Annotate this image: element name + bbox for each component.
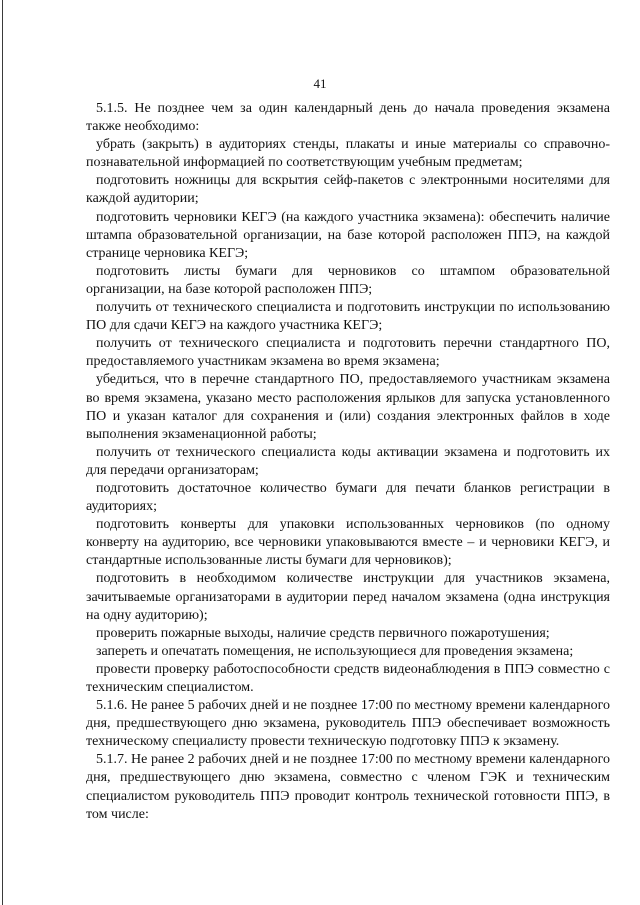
paragraph-kege-drafts: подготовить черновики КЕГЭ (на каждого участника экзамена): обеспечить наличие штампа образовательной организации, на базе которой расположен ППЭ, на каждой странице черновика КЕГЭ; [86,209,610,261]
page-body [86,100,610,824]
paragraph-fire-exits: проверить пожарные выходы, наличие средств первичного пожаротушения; [96,625,550,641]
page-edge-line [2,0,3,905]
paragraph-software-lists: получить от технического специалиста и подготовить перечни стандартного ПО, предоставляемого участникам экзамена во время экзамена; [86,336,610,370]
paragraph-5-1-5: 5.1.5. Не позднее чем за один календарный день до начала проведения экзамена также необходимо: [86,101,610,135]
paragraph-lock-rooms: запереть и опечатать помещения, не использующиеся для проведения экзамена; [96,643,574,659]
paragraph-draft-sheets: подготовить листы бумаги для черновиков со штампом образовательной организации, на базе которой расположен ППЭ; [86,263,610,297]
page-number: 41 [313,76,327,91]
paragraph-activation-codes: получить от технического специалиста коды активации экзамена и подготовить их для передачи организаторам; [86,444,610,478]
paragraph-scissors: подготовить ножницы для вскрытия сейф-пакетов с электронными носителями для каждой аудитории; [86,173,610,207]
paragraph-verify-software-list: убедиться, что в перечне стандартного ПО, предоставляемого участникам экзамена во время экзамена, указано место расположения ярлыков для запуска установленного ПО и указан каталог для сохранения и (или) создания электронных файлов в ходе выполнения экзаменационной работы; [86,372,610,442]
paragraph-participant-instructions: подготовить в необходимом количестве инструкции для участников экзамена, зачитываемые организаторами в аудитории перед началом экзамена (одна инструкция на одну аудиторию); [86,571,610,623]
paragraph-5-1-6: 5.1.6. Не ранее 5 рабочих дней и не позднее 17:00 по местному времени календарного дня, предшествующего дню экзамена, руководитель ППЭ обеспечивает возможность техническому специалисту провести техническую подготовку ППЭ к экзамену. [86,698,610,750]
paragraph-software-instructions: получить от технического специалиста и подготовить инструкции по использованию ПО для сдачи КЕГЭ на каждого участника КЕГЭ; [86,300,610,334]
paragraph-5-1-7: 5.1.7. Не ранее 2 рабочих дней и не позднее 17:00 по местному времени календарного дня, предшествующего дню экзамена, совместно с членом ГЭК и техническим специалистом руководитель ППЭ проводит контроль технической готовности ППЭ, в том числе: [86,752,610,822]
paragraph-envelopes: подготовить конверты для упаковки использованных черновиков (по одному конверту на аудиторию, все черновики упаковываются вместе – и черновики КЕГЭ, и стандартные использованные листы бумаги для черновиков); [86,517,610,569]
paragraph-remove-stands: убрать (закрыть) в аудиториях стенды, плакаты и иные материалы со справочно-познавательной информацией по соответствующим учебным предметам; [86,137,610,171]
paragraph-video-surveillance: провести проверку работоспособности средств видеонаблюдения в ППЭ совместно с техническим специалистом. [86,661,610,695]
paragraph-printing-paper: подготовить достаточное количество бумаги для печати бланков регистрации в аудиториях; [86,480,610,515]
